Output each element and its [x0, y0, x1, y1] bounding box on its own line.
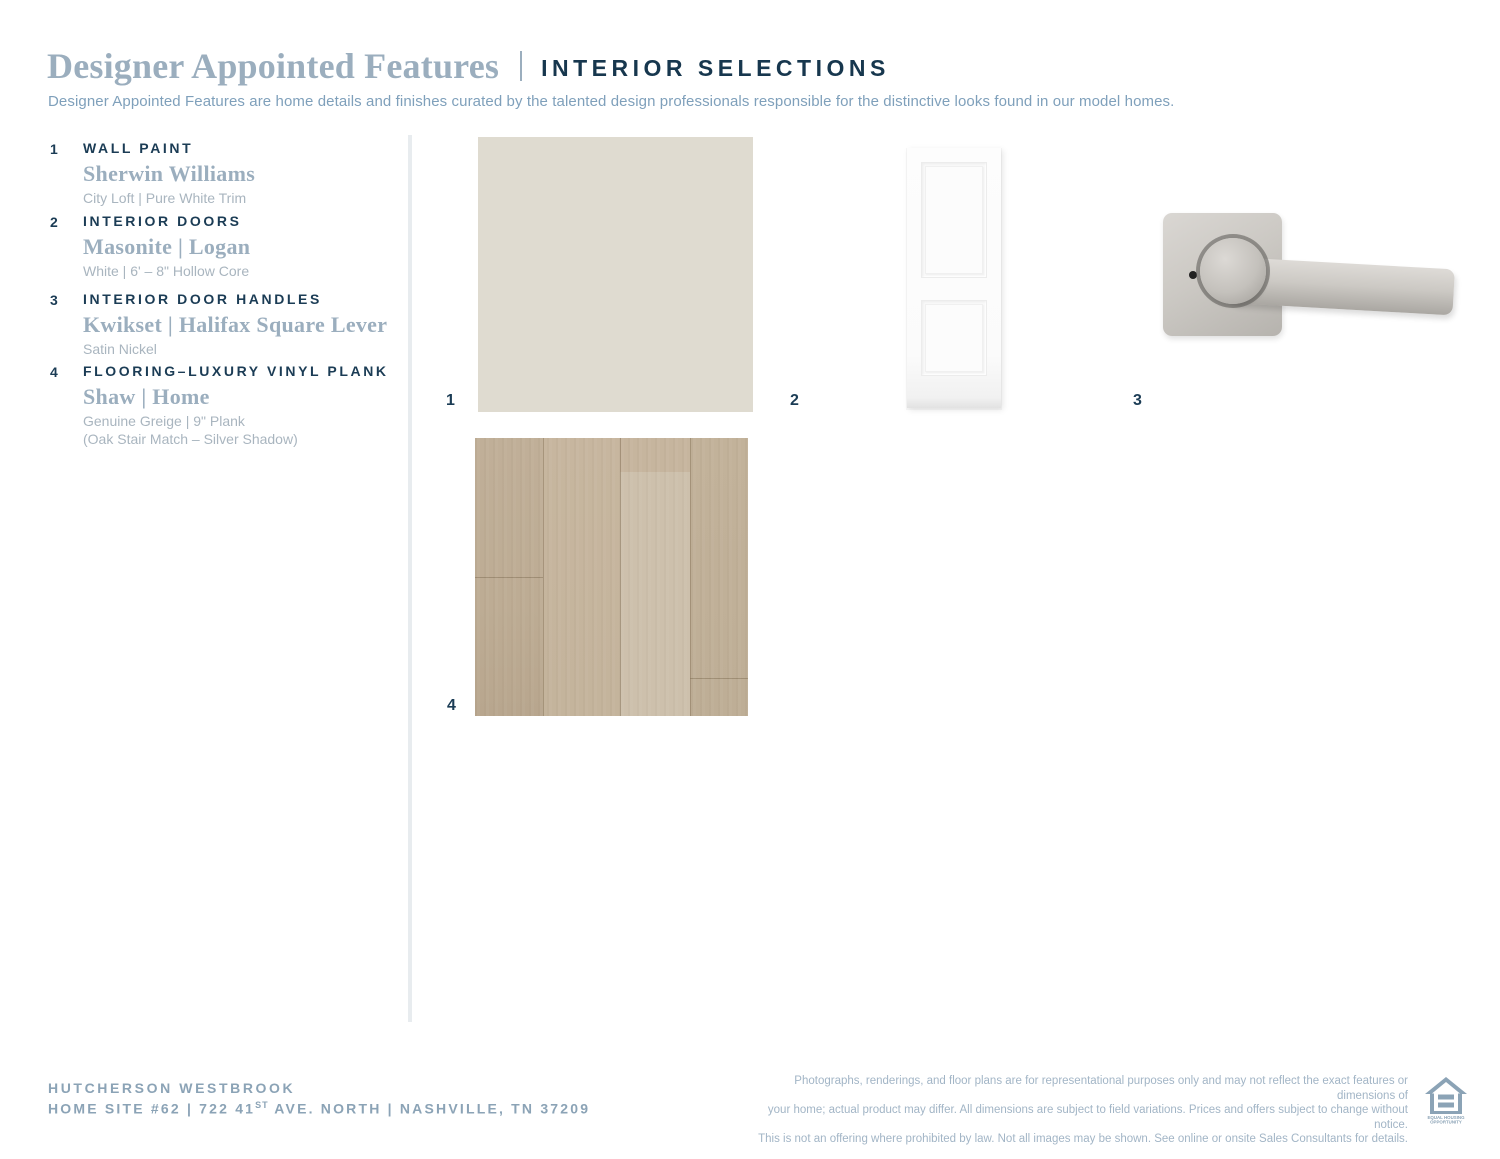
- disclaimer-line: Photographs, renderings, and floor plans are for representational purposes only and may not reflect the exact features or dimensions of: [794, 1075, 1408, 1102]
- selection-detail: City Loft | Pure White Trim: [83, 190, 247, 206]
- selection-brand: Kwikset | Halifax Square Lever: [83, 312, 388, 337]
- selection-category: INTERIOR DOOR HANDLES: [83, 291, 322, 307]
- disclaimer-line: This is not an offering where prohibited by law. Not all images may be shown. See online or onsite Sales Consultants for details.: [758, 1133, 1408, 1145]
- handle-neck: [1200, 238, 1266, 304]
- selection-detail-secondary: (Oak Stair Match – Silver Shadow): [83, 431, 298, 447]
- disclaimer-line: your home; actual product may differ. All dimensions are subject to field variations. Prices and offers subject to change without notice.: [767, 1104, 1408, 1131]
- title-divider: [520, 51, 522, 81]
- footer-address: HOME SITE #62 | 722 41ST AVE. NORTH | NASHVILLE, TN 37209: [48, 1100, 591, 1117]
- interior-door-image: [907, 148, 1001, 408]
- plank-seam: [475, 577, 543, 578]
- page-description: Designer Appointed Features are home details and finishes curated by the talented design professionals responsible for the distinctive looks found in our model homes.: [48, 93, 1175, 110]
- plank-seam: [620, 438, 621, 716]
- door-top-panel: [921, 162, 987, 278]
- door-handle-image: [1160, 205, 1460, 350]
- selection-item-interior-doors: [50, 213, 405, 280]
- swatch-number-3: 3: [1133, 392, 1142, 409]
- wall-paint-swatch: [478, 137, 753, 412]
- address-superscript: ST: [255, 1100, 269, 1110]
- plank-seam: [543, 438, 544, 716]
- flooring-swatch: [475, 438, 748, 716]
- flooring-plank: [475, 438, 543, 716]
- section-label: INTERIOR SELECTIONS: [541, 54, 890, 81]
- flooring-plank: [690, 438, 748, 716]
- selection-detail: White | 6' – 8" Hollow Core: [83, 263, 250, 279]
- selection-category: WALL PAINT: [83, 140, 194, 156]
- plank-seam: [690, 438, 691, 716]
- selection-number: 2: [50, 214, 58, 230]
- selection-item-door-handles: [50, 291, 405, 358]
- selection-brand: Masonite | Logan: [83, 234, 251, 259]
- selection-number: 4: [50, 364, 58, 380]
- selection-number: 3: [50, 292, 58, 308]
- selection-item-flooring: [50, 363, 405, 448]
- swatch-number-1: 1: [446, 392, 455, 409]
- plank-seam: [690, 678, 748, 679]
- column-divider: [408, 135, 412, 1022]
- footer-disclaimer: [740, 1074, 1408, 1147]
- footer-community-name: HUTCHERSON WESTBROOK: [48, 1080, 296, 1096]
- equal-housing-opportunity-icon: [1423, 1076, 1469, 1124]
- header: [47, 46, 890, 86]
- door-bottom-panel: [921, 300, 987, 376]
- selection-detail: Genuine Greige | 9" Plank: [83, 413, 245, 429]
- selection-number: 1: [50, 141, 58, 157]
- eho-caption: OPPORTUNITY: [1430, 1119, 1462, 1124]
- selection-category: FLOORING–LUXURY VINYL PLANK: [83, 363, 389, 379]
- flooring-plank: [543, 438, 620, 716]
- flooring-plank: [620, 438, 690, 716]
- handle-pinhole: [1189, 271, 1197, 279]
- swatch-number-2: 2: [790, 392, 799, 409]
- selection-item-wall-paint: [50, 140, 405, 207]
- eho-caption: EQUAL HOUSING: [1427, 1115, 1465, 1120]
- selection-category: INTERIOR DOORS: [83, 213, 242, 229]
- selection-brand: Sherwin Williams: [83, 161, 256, 186]
- selection-brand: Shaw | Home: [83, 384, 210, 409]
- flooring-plank-light: [620, 472, 690, 716]
- selection-detail: Satin Nickel: [83, 341, 157, 357]
- swatch-number-4: 4: [447, 697, 456, 714]
- page-title: Designer Appointed Features: [47, 46, 500, 86]
